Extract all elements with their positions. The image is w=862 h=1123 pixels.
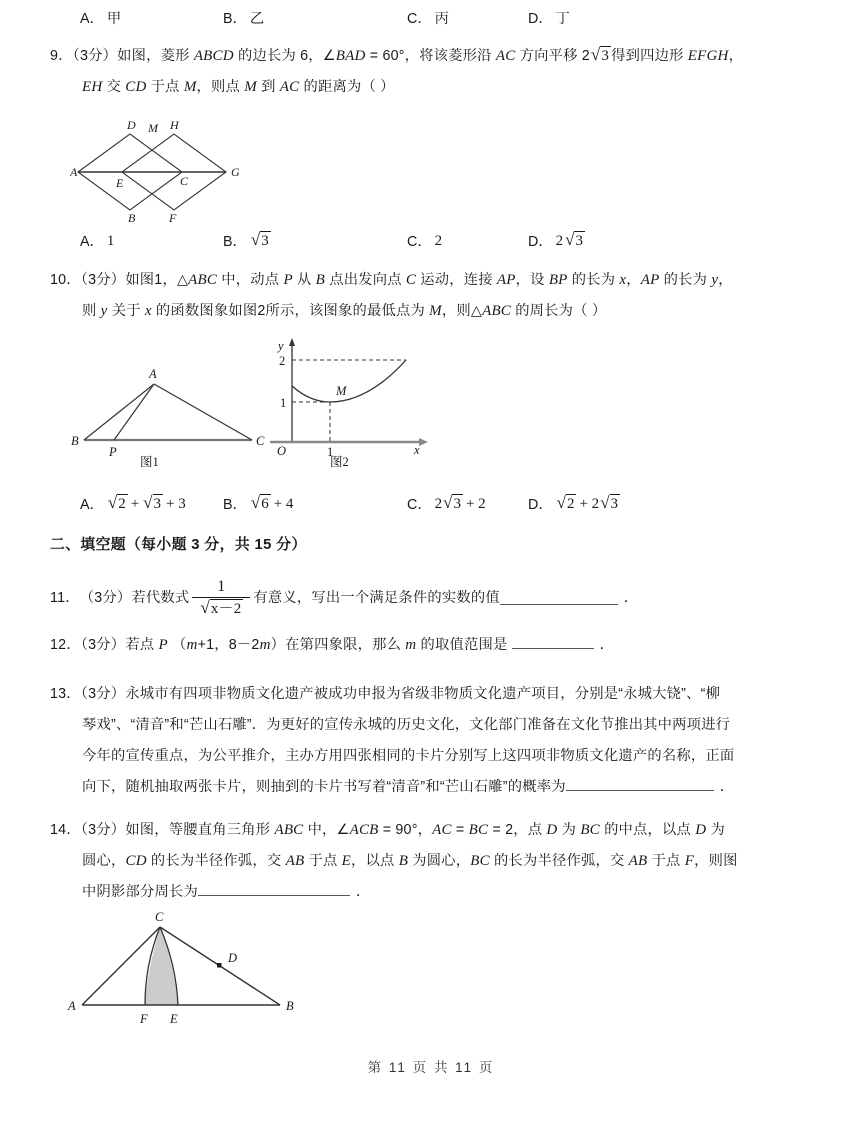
q9-bad: BAD	[335, 48, 366, 64]
q9-ac: AC	[495, 48, 516, 64]
q14-label-F: F	[140, 1012, 148, 1026]
q10-fig2-label-M: M	[336, 384, 347, 398]
q11-t1: 若代数式	[131, 589, 190, 606]
q9-t10: 到	[256, 79, 280, 95]
q14-line-2	[50, 846, 825, 877]
q10-option-c-label: C．	[407, 497, 432, 513]
q8-option-a-text: 甲	[106, 11, 122, 27]
q14-t2: 中，∠	[303, 822, 350, 838]
q13-t5: ．	[719, 779, 735, 795]
q9-label-M: M	[148, 121, 158, 135]
q10-figure-1-triangle	[62, 332, 272, 462]
q9-label-C: C	[180, 174, 189, 188]
q10-option-d-label: D．	[528, 497, 553, 513]
q12-t4: ）在第四象限，那么	[270, 637, 406, 653]
q9-option-b-radicand: 3	[261, 233, 269, 250]
q10-bp: BP	[548, 272, 568, 288]
q14-t11: 于点	[304, 853, 342, 869]
q14-answer-blank[interactable]	[198, 882, 350, 896]
q11-denominator-radical: √ x－2	[200, 597, 242, 617]
q10-t10: ，	[718, 272, 733, 288]
q10-option-d[interactable]	[528, 494, 620, 514]
q9-eh: EH	[82, 79, 103, 95]
q13-number: 13．	[50, 686, 81, 702]
q10-x2: x	[144, 303, 152, 319]
q9-option-a-label: A．	[80, 234, 104, 250]
q14-t6: 为	[557, 822, 581, 838]
q9-t5: 得到四边形	[611, 48, 688, 64]
q14-bc3: BC	[470, 853, 490, 869]
q14-label-C: C	[155, 910, 164, 924]
page-footer: 第 11 页 共 11 页	[367, 1060, 495, 1075]
q9-option-d-radicand: 3	[575, 233, 583, 250]
q14-f: F	[684, 853, 695, 869]
q14-bc: BC	[468, 822, 489, 838]
q10-option-a-plus1: +	[130, 495, 140, 512]
q10-fig2-tick-y1: 1	[280, 396, 287, 410]
q14-cd: CD	[125, 853, 147, 869]
q13-line-1	[50, 679, 825, 710]
q12-number: 12．	[50, 637, 81, 653]
q13-answer-blank[interactable]	[566, 777, 714, 791]
q14-t9: 圆心，	[82, 853, 126, 869]
q9-label-D: D	[127, 118, 136, 132]
q14-b2: B	[398, 853, 409, 869]
section-2-heading: 二、填空题（每小题 3 分，共 15 分）	[50, 537, 307, 553]
q14-score: （3分）	[80, 822, 126, 838]
q12-m2: m	[259, 637, 271, 653]
q10-ap2: AP	[640, 272, 660, 288]
q9-option-b-label: B．	[223, 234, 247, 250]
q13-t1: 永城市有四项非物质文化遗产被成功申报为省级非物质文化遗产项目，分别是“永城大铙”、“柳	[125, 686, 721, 702]
q14-t3: = 90°，	[378, 822, 433, 838]
q10-number: 10．	[50, 272, 81, 288]
q8-option-c-text: 丙	[434, 11, 449, 27]
q9-option-b-radical: √ 3	[250, 230, 269, 250]
q10-t5: 运动，连接	[416, 272, 497, 288]
q9-t4: 方向平移 2	[515, 48, 590, 64]
q14-e: E	[341, 853, 352, 869]
q14-t18: ．	[355, 884, 371, 900]
q14-label-B: B	[286, 999, 294, 1013]
q14-d2: D	[695, 822, 707, 838]
q13-t4: 向下，随机抽取两张卡片，则抽到的卡片书写着“清音”和“芒山石雕”的概率为	[82, 779, 566, 795]
q14-t8: 为	[706, 822, 725, 838]
q9-option-c[interactable]	[407, 231, 442, 251]
q9-m2: M	[244, 79, 257, 95]
q9-label-B: B	[128, 211, 136, 222]
q10-option-c-tail: + 2	[465, 495, 486, 512]
q9-line-1	[50, 41, 825, 72]
q14-line-3	[50, 877, 825, 908]
q14-ab: AB	[285, 853, 305, 869]
q10-line-1	[50, 265, 825, 296]
q9-efgh: EFGH	[687, 48, 729, 64]
q12-score: （3分）	[80, 637, 126, 653]
question-11-text	[50, 578, 825, 618]
q8-option-d-text: 丁	[555, 11, 570, 27]
q9-figure-rhombus	[70, 112, 270, 227]
q10-m: M	[429, 303, 442, 319]
q12-t3: +1，8－2	[197, 637, 260, 653]
q9-option-c-value: 2	[434, 232, 443, 249]
q9-t3: = 60°，将该菱形沿	[365, 48, 496, 64]
q12-p: P	[158, 637, 168, 653]
q10-score: （3分）	[80, 272, 126, 288]
q14-t15: 于点	[647, 853, 685, 869]
q14-ac: AC	[432, 822, 452, 838]
q9-label-H: H	[170, 118, 179, 132]
question-9-text	[50, 41, 825, 103]
q9-option-a[interactable]	[80, 231, 114, 251]
q10-line-2	[50, 296, 825, 327]
q12-m1: m	[186, 637, 198, 653]
q9-label-G: G	[231, 165, 240, 179]
q14-t1: 如图，等腰直角三角形	[125, 822, 275, 838]
q10-option-b-rad1: √ 6	[250, 493, 269, 513]
q14-point-D-dot	[217, 963, 222, 968]
q12-line-1	[50, 630, 825, 661]
q10-t8: ，	[626, 272, 641, 288]
q14-t7: 的中点，以点	[599, 822, 696, 838]
q9-t1: 如图，菱形	[117, 48, 194, 64]
q8-option-a-label: A．	[80, 11, 104, 27]
q9-option-c-label: C．	[407, 234, 432, 250]
q9-radicand: 3	[601, 48, 610, 64]
q9-abcd: ABCD	[193, 48, 234, 64]
q9-cd: CD	[125, 79, 147, 95]
q14-t17: 中阴影部分周长为	[82, 884, 198, 900]
q14-line-1	[50, 815, 825, 846]
q8-option-b-label: B．	[223, 11, 247, 27]
q10-t6: ，设	[515, 272, 549, 288]
q10-t7: 的长为	[567, 272, 620, 288]
q10-t12: 关于	[107, 303, 145, 319]
q11-answer-blank[interactable]	[500, 591, 618, 605]
q10-t13: 的函数图象如图2所示，该图象的最低点为	[151, 303, 430, 319]
question-10-text	[50, 265, 825, 327]
q9-option-d[interactable]	[528, 231, 585, 251]
q10-option-c[interactable]	[407, 494, 486, 514]
q10-t14: ，则△	[441, 303, 483, 319]
q9-t8: 于点	[146, 79, 184, 95]
q10-ap: AP	[496, 272, 516, 288]
q10-c: C	[405, 272, 417, 288]
q10-option-a-label: A．	[80, 497, 104, 513]
q10-b: B	[315, 272, 326, 288]
q9-t2: 的边长为 6，∠	[233, 48, 336, 64]
q10-figure-2-graph	[258, 332, 438, 462]
q10-option-d-plus: + 2	[579, 495, 600, 512]
q8-option-c[interactable]	[407, 8, 449, 28]
q9-radical-2root3: √ 3	[590, 45, 610, 64]
q10-fig1-label-B: B	[71, 434, 79, 448]
q9-options-row	[50, 231, 840, 257]
q10-abc2: ABC	[482, 303, 512, 319]
q10-option-c-coef: 2	[434, 495, 443, 512]
q10-options-row	[50, 494, 840, 520]
q14-t5: = 2，点	[488, 822, 547, 838]
q9-t9: ，则点	[196, 79, 245, 95]
q10-option-a-rad1: √ 2	[107, 493, 126, 513]
q8-option-d[interactable]	[528, 8, 570, 28]
q10-option-b[interactable]	[223, 494, 293, 514]
q10-t4: 点出发向点	[325, 272, 406, 288]
q10-t11: 则	[82, 303, 101, 319]
q10-figure-2-caption: 图2	[330, 455, 349, 469]
q14-t10: 的长为半径作弧，交	[146, 853, 286, 869]
q10-t2: 中，动点	[217, 272, 284, 288]
q10-y: y	[711, 272, 719, 288]
q8-option-b[interactable]	[223, 8, 264, 28]
q10-fig1-label-P: P	[109, 445, 117, 457]
q10-abc: ABC	[188, 272, 218, 288]
q9-label-F: F	[169, 211, 177, 222]
q13-line-3: 今年的宣传重点，为公平推介，主办方用四张相同的卡片分别写上这四项非物质文化遗产的名称，正面	[82, 748, 735, 764]
q10-t9: 的长为	[659, 272, 712, 288]
q10-option-d-rad1: √ 2	[556, 493, 575, 513]
q9-label-A: A	[70, 165, 78, 179]
q10-fig1-label-C: C	[256, 434, 265, 448]
q8-option-b-text: 乙	[249, 11, 265, 27]
q8-option-a[interactable]	[80, 8, 121, 28]
q10-option-a[interactable]	[80, 494, 186, 514]
q10-option-a-rad2: √ 3	[143, 493, 161, 513]
question-12-text	[50, 630, 825, 661]
q9-t7: 交	[102, 79, 126, 95]
q14-bc2: BC	[580, 822, 600, 838]
q8-options-row	[50, 8, 840, 34]
q9-option-d-coef: 2	[555, 232, 564, 249]
q9-option-b[interactable]	[223, 231, 271, 251]
q9-t11: 的距离为（ ）	[299, 79, 395, 95]
q9-ac2: AC	[279, 79, 300, 95]
q11-radicand: x－2	[210, 600, 242, 617]
q12-answer-blank[interactable]	[512, 635, 594, 649]
q10-t3: 从	[292, 272, 316, 288]
q9-t6: ，	[728, 48, 744, 64]
q10-fig2-tick-x1: 1	[327, 445, 334, 457]
q9-line-2	[50, 72, 825, 103]
q10-option-c-rad1: √ 3	[443, 493, 461, 513]
q12-m3: m	[405, 637, 417, 653]
q9-number: 9．	[50, 48, 73, 64]
q9-option-d-label: D．	[528, 234, 553, 250]
question-13-text	[50, 679, 825, 803]
q14-t4: =	[451, 822, 469, 838]
q11-line-1	[50, 578, 825, 618]
q9-m1: M	[183, 79, 197, 95]
q11-fraction-denominator	[199, 598, 243, 619]
q14-d1: D	[546, 822, 558, 838]
q13-line-2: 琴戏”、“清音”和“芒山石雕”．为更好的宣传永城的历史文化，文化部门准备在文化节推出其中两项进行	[82, 717, 731, 733]
q10-option-b-label: B．	[223, 497, 247, 513]
q8-option-c-label: C．	[407, 11, 432, 27]
q12-t6: ．	[599, 637, 615, 653]
q10-p: P	[283, 272, 293, 288]
q12-t5: 的取值范围是	[416, 637, 512, 653]
q10-fig2-label-O: O	[277, 444, 287, 457]
q10-option-b-tail: + 4	[273, 495, 294, 512]
q11-fraction-numerator: 1	[217, 578, 226, 595]
q10-t1: 如图1，△	[125, 272, 189, 288]
q14-acb: ACB	[349, 822, 379, 838]
q10-y2: y	[100, 303, 108, 319]
q10-t15: 的周长为（ ）	[511, 303, 607, 319]
q14-label-E: E	[170, 1012, 178, 1026]
q8-option-d-label: D．	[528, 11, 553, 27]
q10-fig2-tick-y2: 2	[279, 354, 286, 368]
q14-label-D: D	[228, 951, 238, 965]
q13-score: （3分）	[80, 686, 126, 702]
q10-figure-1-caption: 图1	[140, 455, 159, 469]
q11-score: （3分）	[79, 589, 132, 606]
question-14-text	[50, 815, 825, 908]
q11-fraction	[192, 579, 250, 619]
q10-option-d-rad2: √ 3	[600, 493, 619, 513]
q9-option-a-value: 1	[106, 232, 115, 249]
q10-fig2-label-y: y	[278, 339, 284, 353]
q14-label-A: A	[68, 999, 76, 1013]
q14-t12: ，以点	[351, 853, 399, 869]
q14-figure-triangle-arcs	[62, 905, 312, 1035]
q10-fig1-label-A: A	[149, 367, 157, 381]
q10-option-a-tail: + 3	[166, 495, 186, 512]
q14-number: 14．	[50, 822, 81, 838]
q12-t2: （	[167, 637, 187, 653]
q10-x: x	[619, 272, 627, 288]
q14-t16: ，则图	[694, 853, 738, 869]
q12-t1: 若点	[125, 637, 159, 653]
q11-number: 11．	[50, 589, 80, 606]
q11-t2: 有意义，写出一个满足条件的实数的值	[253, 589, 500, 606]
q11-t3: ．	[623, 589, 639, 606]
q10-fig2-label-x: x	[414, 443, 420, 457]
q14-t14: 的长为半径作弧，交	[489, 853, 629, 869]
q14-ab2: AB	[628, 853, 648, 869]
q13-line-4	[50, 772, 825, 803]
q14-t13: 为圆心，	[408, 853, 471, 869]
q9-option-d-radical: √ 3	[565, 230, 583, 250]
q9-score: （3分）	[72, 48, 118, 64]
q14-abc: ABC	[274, 822, 304, 838]
q9-label-E: E	[116, 176, 124, 190]
